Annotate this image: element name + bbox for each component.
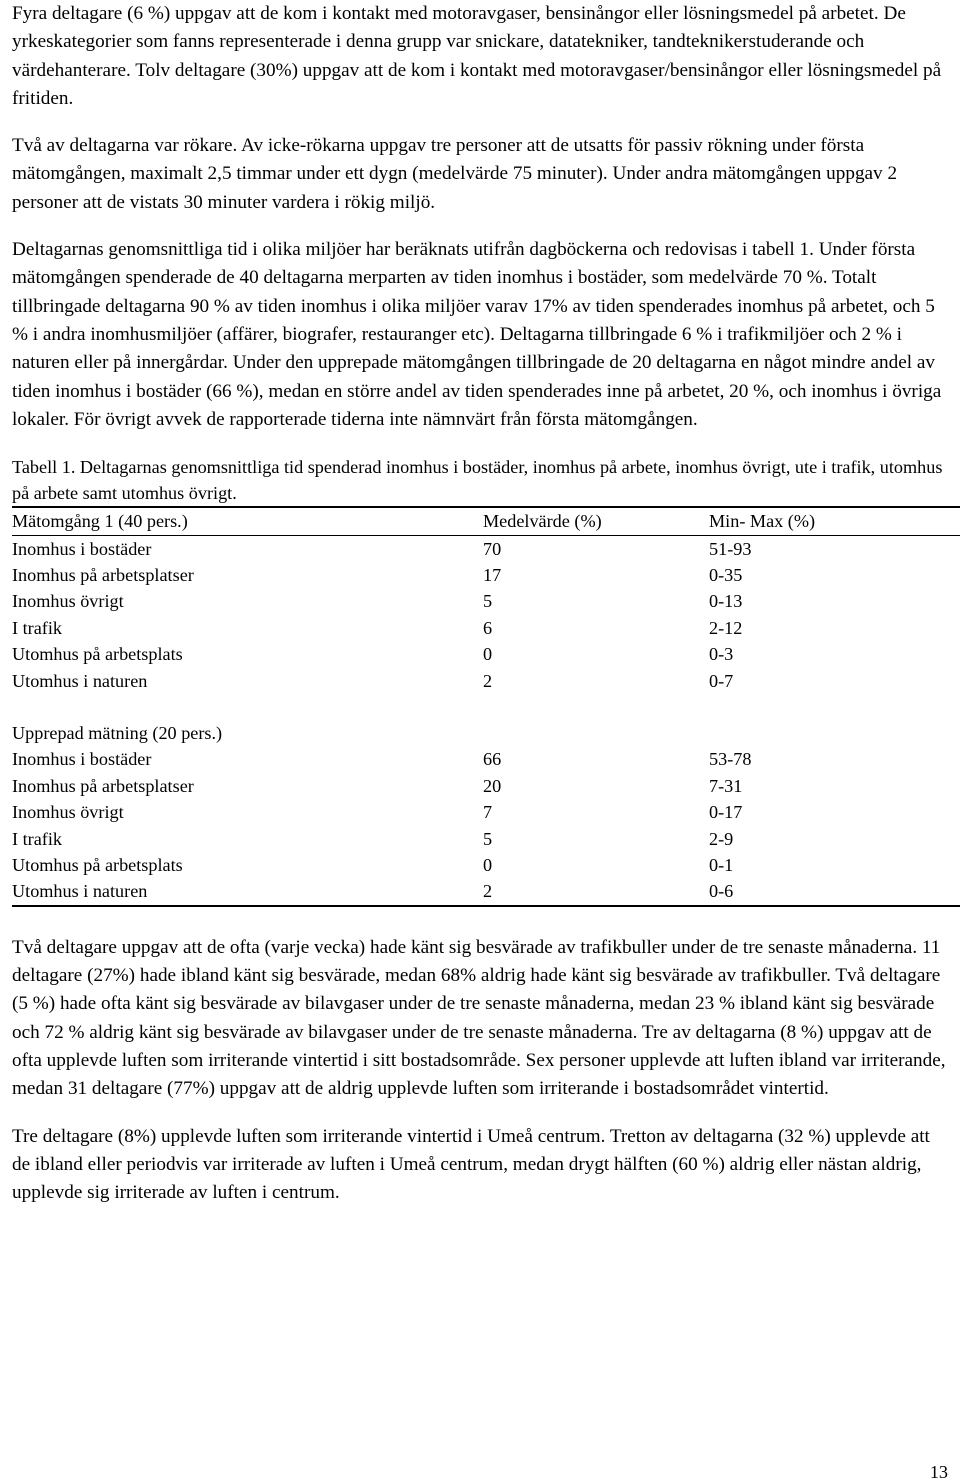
- table-cell: Inomhus i bostäder: [12, 538, 152, 559]
- table-cell: 2-9: [709, 828, 734, 849]
- table-group-title-row: [12, 720, 960, 746]
- table-group-title: Upprepad mätning (20 pers.): [12, 723, 223, 743]
- table-cell: 7-31: [709, 775, 743, 796]
- table-row: [12, 641, 960, 667]
- table-spacer-row: [12, 694, 960, 720]
- paragraph-time-environments: Deltagarnas genomsnittliga tid i olika miljöer har beräknats utifrån dagböckerna och redovisas i tabell 1. Under första mätomgången spenderade de 40 deltagarna merparten av tiden inomhus i bostäder, som medelvärde 70 %. Totalt tillbringade deltagarna 90 % av tiden inomhus i olika miljöer varav 17% av tiden spenderades inomhus på arbetet, och 5 % i andra inomhusmiljöer (affärer, biografer, restauranger etc). Deltagarna tillbringade 6 % i trafikmiljöer och 2 % i naturen eller på innergårdar. Under den upprepade mätomgången tillbringade de 20 deltagarna en något mindre andel av tiden inomhus i bostäder (66 %), medan en större andel av tiden spenderades inne på arbetet, 20 %, och inomhus i övriga lokaler. För övrigt avvek de rapporterade tiderna inte nämnvärt från första mätomgången.: [12, 239, 942, 430]
- table-cell: 0-17: [709, 802, 743, 823]
- table-cell: I trafik: [12, 617, 62, 638]
- table-cell: I trafik: [12, 828, 62, 849]
- table-cell: 2-12: [709, 617, 743, 638]
- table-header-cell: Mätomgång 1 (40 pers.): [12, 507, 483, 535]
- table-cell: Utomhus i naturen: [12, 878, 483, 905]
- table-cell: Inomhus övrigt: [12, 802, 124, 823]
- table-header-cell: Medelvärde (%): [483, 507, 709, 535]
- paragraph-exposure-work: Fyra deltagare (6 %) uppgav att de kom i kontakt med motoravgaser, bensinångor eller lösningsmedel på arbetet. De yrkeskategorier som fanns representerade i denna grupp var snickare, datatekniker, tandteknikerstuderande och värdehanterare. Tolv deltagare (30%) uppgav att de kom i kontakt med motoravgaser/bensinångor eller lösningsmedel på fritiden.: [12, 3, 942, 109]
- table-cell: 6: [483, 617, 493, 638]
- paragraph-smoking: Två av deltagarna var rökare. Av icke-rökarna uppgav tre personer att de utsatts för passiv rökning under första mätomgången, maximalt 2,5 timmar under ett dygn (medelvärde 75 minuter). Under andra mätomgången uppgav 2 personer att de vistats 30 minuter vardera i rökig miljö.: [12, 135, 898, 213]
- table-header-cell: Min- Max (%): [709, 507, 960, 535]
- page-number: 13: [929, 1462, 948, 1482]
- table-row: [12, 878, 960, 905]
- table-cell: 70: [483, 538, 502, 559]
- table-cell: 0-7: [709, 670, 734, 691]
- table-cell: 5: [483, 828, 493, 849]
- table-cell: 5: [483, 591, 493, 612]
- table-cell: 53-78: [709, 749, 752, 770]
- document-page: [12, 0, 948, 1208]
- table-row: [12, 799, 960, 825]
- table-caption: Tabell 1. Deltagarnas genomsnittliga tid spenderad inomhus i bostäder, inomhus på arbete, inomhus övrigt, ute i trafik, utomhus på arbete samt utomhus övrigt.: [12, 457, 943, 504]
- table-header-row: [12, 507, 960, 535]
- table-cell: Utomhus i naturen: [12, 670, 148, 691]
- table-row: [12, 615, 960, 641]
- table-row: [12, 852, 960, 878]
- table-row: [12, 746, 960, 772]
- table-row: [12, 588, 960, 614]
- table-cell: 0-13: [709, 591, 743, 612]
- table-cell: Inomhus på arbetsplatser: [12, 775, 194, 796]
- table-cell: 20: [483, 775, 502, 796]
- table-cell: Utomhus på arbetsplats: [12, 644, 183, 665]
- table-cell: 66: [483, 749, 502, 770]
- table-cell: 0-1: [709, 855, 734, 876]
- table-cell: 2: [483, 878, 709, 905]
- table-cell: 0: [483, 644, 493, 665]
- table-cell: 7: [483, 802, 493, 823]
- table-cell: Utomhus på arbetsplats: [12, 855, 183, 876]
- table-cell: 0: [483, 855, 493, 876]
- paragraph-city-air: Tre deltagare (8%) upplevde luften som irriterande vintertid i Umeå centrum. Tretton av deltagarna (32 %) upplevde att de ibland eller periodvis var irriterade av luften i Umeå centrum, medan drygt hälften (60 %) aldrig eller nästan aldrig, upplevde sig irriterade av luften i centrum.: [12, 1125, 930, 1204]
- table-cell: 0-6: [709, 878, 960, 905]
- table-row: [12, 826, 960, 852]
- table-cell: 0-35: [709, 564, 743, 585]
- table-cell: Inomhus i bostäder: [12, 749, 152, 770]
- table-cell: Inomhus övrigt: [12, 591, 124, 612]
- table-row: [12, 562, 960, 588]
- paragraph-traffic-annoyance: Två deltagare uppgav att de ofta (varje vecka) hade känt sig besvärade av trafikbuller under de tre senaste månaderna. 11 deltagare (27%) hade ibland känt sig besvärade, medan 68% aldrig hade känt sig besvärade av trafikbuller. Två deltagare (5 %) hade ofta känt sig besvärade av bilavgaser under de tre senaste månaderna, medan 23 % ibland känt sig besvärade och 72 % aldrig känt sig besvärade av bilavgaser under de tre senaste månaderna. Tre av deltagarna (8 %) uppgav att de ofta upplevde luften som irriterande vintertid i sitt bostadsområde. Sex personer upplevde att luften ibland var irriterande, medan 31 deltagare (77%) uppgav att de aldrig upplevde luften som irriterande i bostadsområdet vintertid.: [12, 936, 946, 1100]
- table-cell: 17: [483, 564, 502, 585]
- time-table: [12, 506, 960, 907]
- table-row: [12, 668, 960, 694]
- table-cell: 51-93: [709, 538, 752, 559]
- table-cell: Inomhus på arbetsplatser: [12, 564, 194, 585]
- table-cell: 0-3: [709, 644, 734, 665]
- table-cell: 2: [483, 670, 493, 691]
- table-row: [12, 773, 960, 799]
- table-row: [12, 535, 960, 562]
